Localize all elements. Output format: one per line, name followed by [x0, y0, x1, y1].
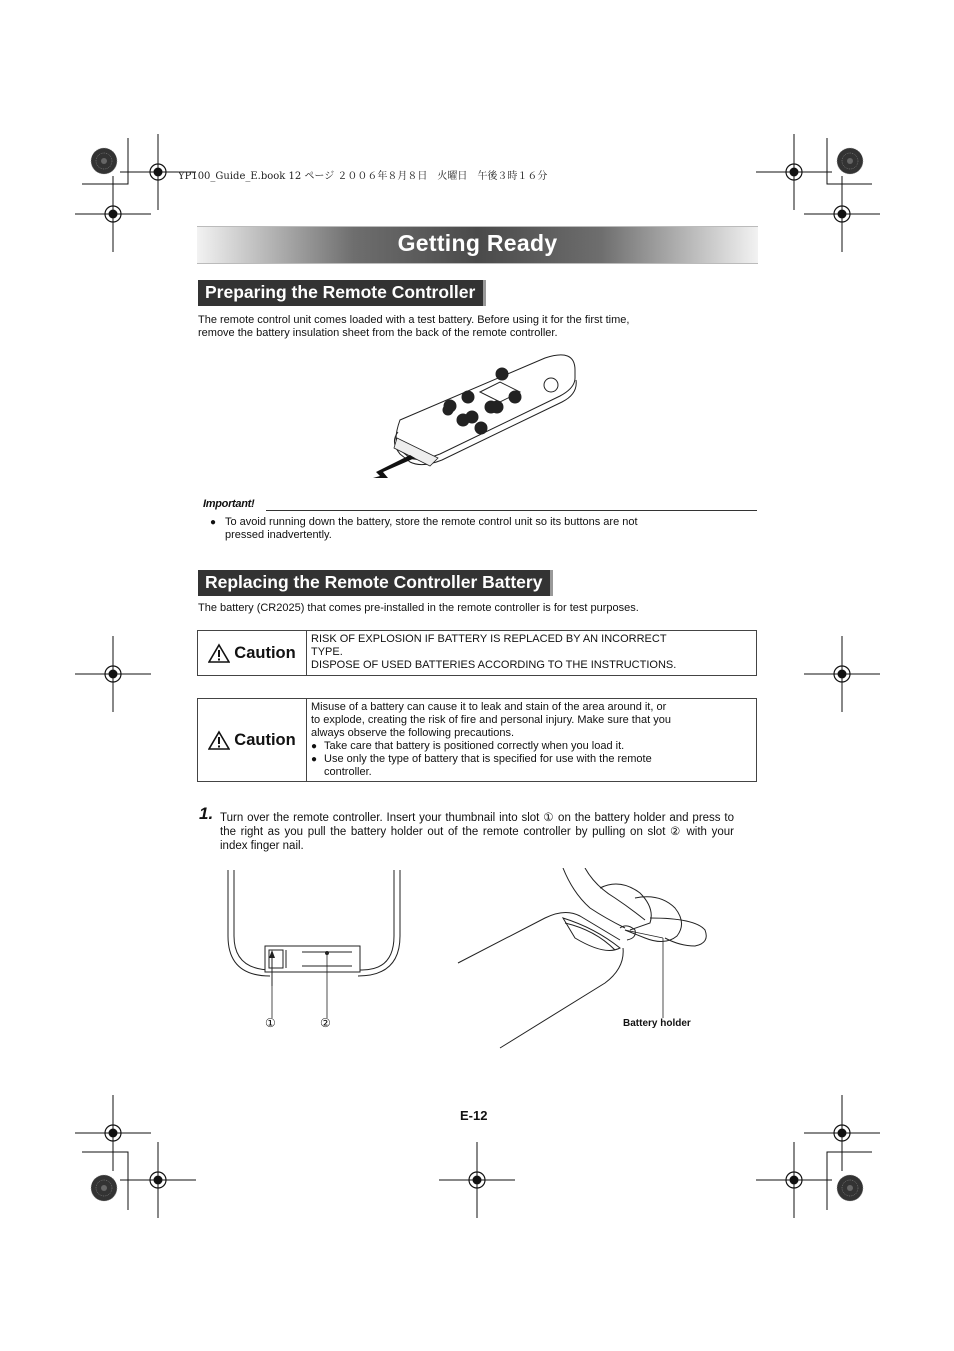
- print-header: YP100_Guide_E.book 12 ページ ２００６年８月８日 火曜日 午後３時１６分: [178, 171, 548, 182]
- caution-label-text: Caution: [234, 643, 296, 662]
- bullet-icon: ●: [210, 517, 217, 528]
- title-bar: [197, 226, 758, 264]
- caution-bullet-text: Use only the type of battery that is specified for use with the remote: [324, 753, 652, 765]
- warning-triangle-icon: [208, 643, 230, 663]
- section-heading-preparing: Preparing the Remote Controller: [198, 280, 486, 306]
- intro-line: remove the battery insulation sheet from the back of the remote controller.: [198, 327, 558, 339]
- important-bullet: [210, 516, 638, 542]
- bullet-icon: ●: [311, 741, 318, 752]
- caution-text: [307, 699, 756, 781]
- important-divider: [266, 510, 757, 511]
- slot-pointer-lines: [262, 946, 342, 1018]
- slot-1-label: ①: [265, 1016, 276, 1030]
- caution-text: [307, 631, 756, 675]
- bullet-line: pressed inadvertently.: [225, 529, 332, 541]
- caution-label-text: Caution: [234, 730, 296, 749]
- caution-line: DISPOSE OF USED BATTERIES ACCORDING TO THE INSTRUCTIONS.: [311, 659, 677, 671]
- caution-line: always observe the following precautions.: [311, 727, 515, 739]
- slot-2-label: ②: [320, 1016, 331, 1030]
- step-text: Turn over the remote controller. Insert your thumbnail into slot ① on the battery holder and press to the right as you pull the battery holder out of the remote controller by pulling on slot ② with your index finger nail.: [220, 812, 734, 852]
- battery-holder-caption: Battery holder: [623, 1018, 691, 1029]
- bullet-icon: ●: [311, 754, 318, 765]
- caution-line: RISK OF EXPLOSION IF BATTERY IS REPLACED BY AN INCORRECT: [311, 633, 667, 645]
- caution-label: [198, 699, 307, 781]
- caution-line: TYPE.: [311, 646, 343, 658]
- caution-label: [198, 631, 307, 675]
- caution-line: Misuse of a battery can cause it to leak and stain of the area around it, or: [311, 701, 667, 713]
- warning-triangle-icon: [208, 730, 230, 750]
- bullet-line: To avoid running down the battery, store the remote control unit so its buttons are not: [225, 516, 638, 528]
- section-heading-replacing: Replacing the Remote Controller Battery: [198, 570, 553, 596]
- page-number: E-12: [460, 1108, 488, 1123]
- step-number: 1.: [199, 804, 214, 823]
- section2-intro: The battery (CR2025) that comes pre-installed in the remote controller is for test purposes.: [198, 602, 639, 614]
- remote-controller-illustration: [370, 350, 585, 480]
- page-title: Getting Ready: [397, 230, 558, 256]
- section1-intro: [198, 314, 629, 340]
- caution-box-explosion: [197, 630, 757, 676]
- caution-bullet: [311, 740, 752, 753]
- caution-box-misuse: [197, 698, 757, 782]
- caution-bullet-text: Take care that battery is positioned correctly when you load it.: [324, 740, 625, 752]
- intro-line: The remote control unit comes loaded with a test battery. Before using it for the first time,: [198, 314, 630, 326]
- important-label: Important!: [203, 498, 255, 510]
- caution-line: to explode, creating the risk of fire and personal injury. Make sure that you: [311, 714, 671, 726]
- caution-bullet: [311, 753, 752, 779]
- caution-bullet-text: controller.: [324, 766, 372, 778]
